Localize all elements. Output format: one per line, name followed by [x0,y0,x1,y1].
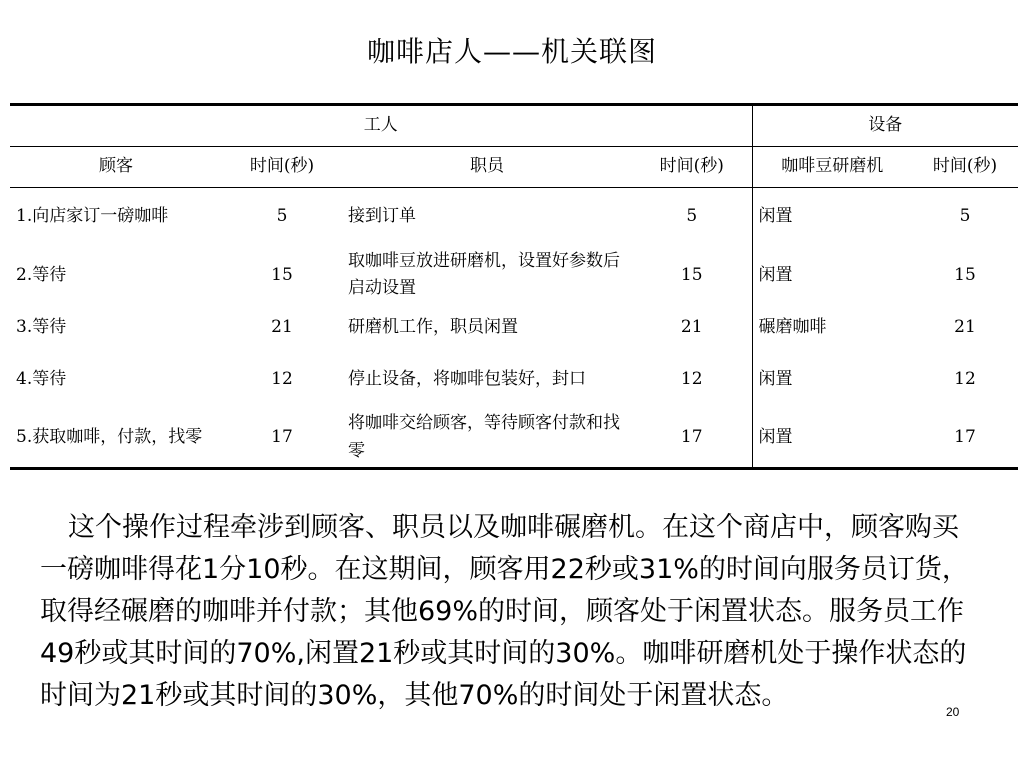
column-header-time: 时间(秒) [912,147,1018,188]
table-row [10,188,1018,247]
time-cell: 15 [954,264,976,285]
time-cell: 12 [271,368,293,389]
explanation-paragraph: 这个操作过程牵涉到顾客、职员以及咖啡碾磨机。在这个商店中，顾客购买一磅咖啡得花1分10秒。在这期间，顾客用22秒或31%的时间向服务员订货，取得经碾磨的咖啡并付款；其他69%的时间，顾客处于闲置状态。服务员工作49秒或其时间的70%,闲置21秒或其时间的30%。咖啡研磨机处于操作状态的时间为21秒或其时间的30%，其他70%的时间处于闲置状态。 [40,512,969,711]
time-cell: 12 [954,368,976,389]
customer-cell: 1.向店家订一磅咖啡 [16,206,169,227]
clerk-cell: 研磨机工作，职员闲置 [348,316,518,337]
customer-cell: 5.获取咖啡，付款，找零 [10,408,222,468]
time-cell: 12 [632,350,752,408]
page-number: 20 [946,705,960,719]
time-cell: 17 [912,408,1018,468]
page-title: 咖啡店人——机关联图 [366,35,657,68]
customer-cell: 3.等待 [16,316,67,337]
time-cell: 15 [271,264,293,285]
column-header-time: 时间(秒) [222,147,342,188]
table-row [10,246,1018,304]
group-header-row [10,105,1018,147]
grinder-cell: 闲置 [758,206,793,227]
grinder-cell: 闲置 [758,264,793,285]
column-header-clerk: 职员 [342,147,632,188]
customer-cell: 2.等待 [16,264,67,285]
time-cell: 21 [271,316,293,337]
time-cell: 21 [632,304,752,350]
time-cell: 15 [632,246,752,304]
column-header-time: 时间(秒) [632,147,752,188]
time-cell: 17 [632,408,752,468]
clerk-cell: 取咖啡豆放进研磨机，设置好参数后启动设置 [348,251,620,299]
time-cell: 5 [632,188,752,247]
clerk-cell: 将咖啡交给顾客，等待顾客付款和找零 [342,408,632,468]
grinder-cell: 碾磨咖啡 [758,316,827,337]
time-cell: 5 [959,206,971,227]
time-cell: 5 [276,206,288,227]
column-header-grinder: 咖啡豆研磨机 [752,147,912,188]
table-row [10,304,1018,350]
column-header-customer: 顾客 [10,147,222,188]
column-header-row [10,147,1018,188]
table-row [10,350,1018,408]
grinder-cell: 闲置 [758,368,793,389]
customer-cell: 4.等待 [16,368,67,389]
clerk-cell: 接到订单 [348,206,416,227]
workers-group-header: 工人 [10,105,752,147]
grinder-cell: 闲置 [752,408,912,468]
time-cell: 21 [954,316,976,337]
table-row [10,408,1018,468]
time-cell: 17 [222,408,342,468]
clerk-cell: 停止设备，将咖啡包装好，封口 [348,368,586,389]
man-machine-chart [10,103,1018,470]
equipment-group-header: 设备 [752,105,1018,147]
